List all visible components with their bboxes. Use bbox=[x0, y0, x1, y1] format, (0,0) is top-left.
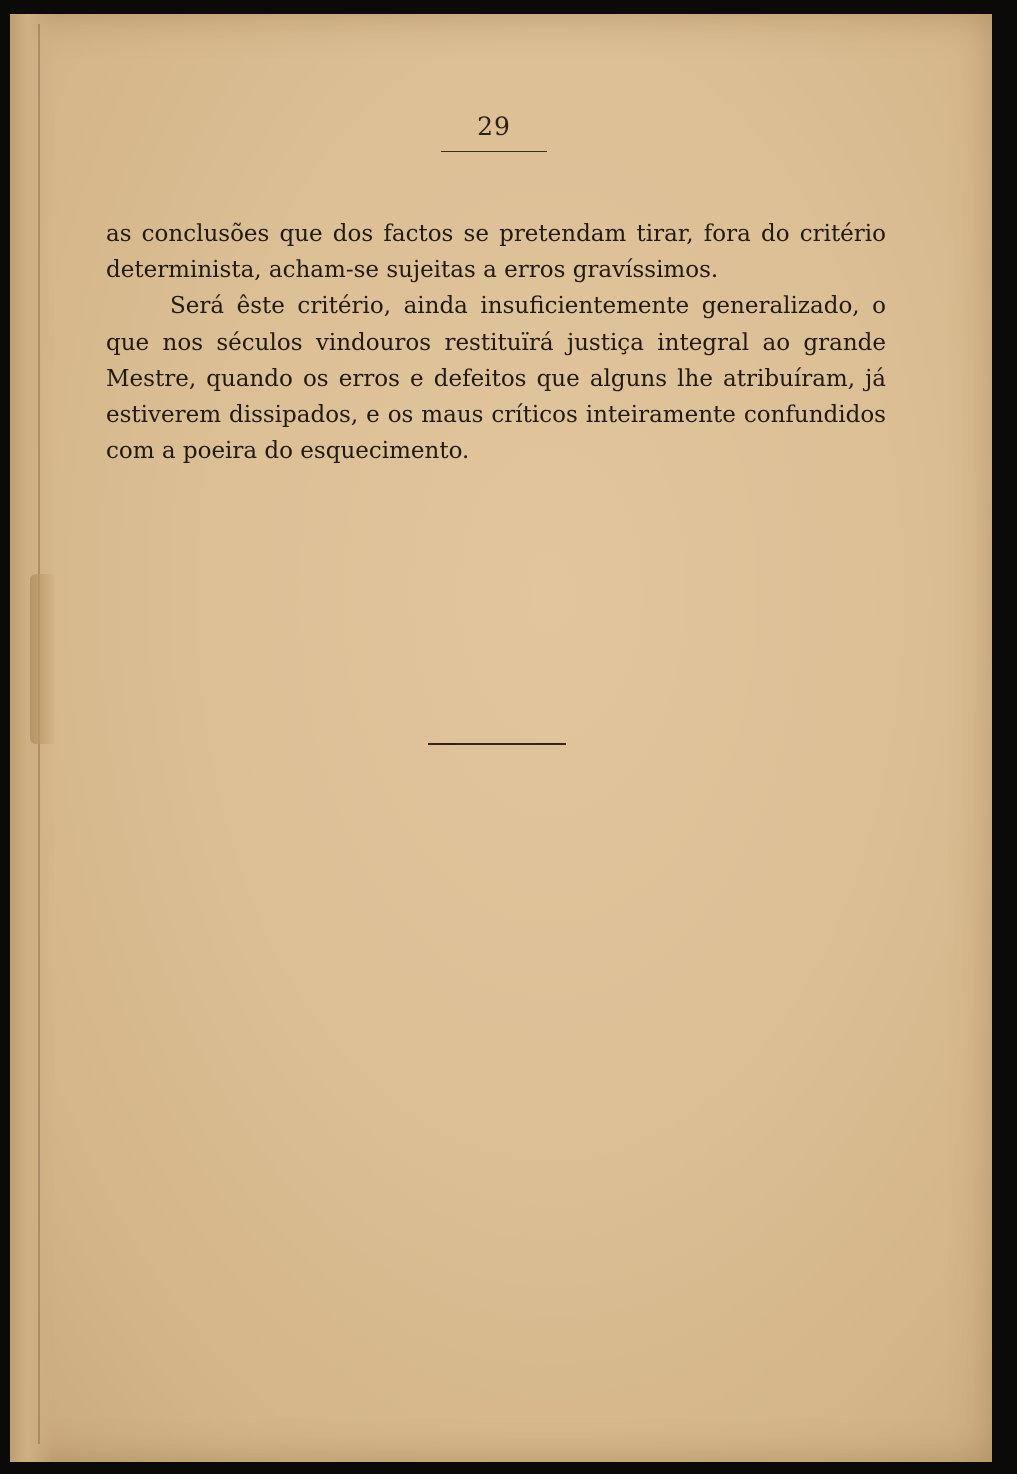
body-text bbox=[106, 216, 886, 469]
paragraph-continuation: as conclusões que dos factos se pretendam tirar, fora do critério determinista, acham-se sujeitas a erros gravíssimos. bbox=[106, 221, 886, 284]
paragraph: Será êste critério, ainda insuficientemente generalizado, o que nos séculos vindouros restituïrá justiça integral ao grande Mestre, quando os erros e defeitos que alguns lhe atribuíram, já estiverem dissipados, e os maus críticos inteiramente confundidos com a poeira do esquecimento. bbox=[106, 293, 886, 465]
end-of-text-rule bbox=[428, 743, 566, 745]
page-number-underline bbox=[441, 151, 547, 152]
torn-edge bbox=[30, 574, 56, 744]
page-number: 29 bbox=[477, 112, 511, 141]
